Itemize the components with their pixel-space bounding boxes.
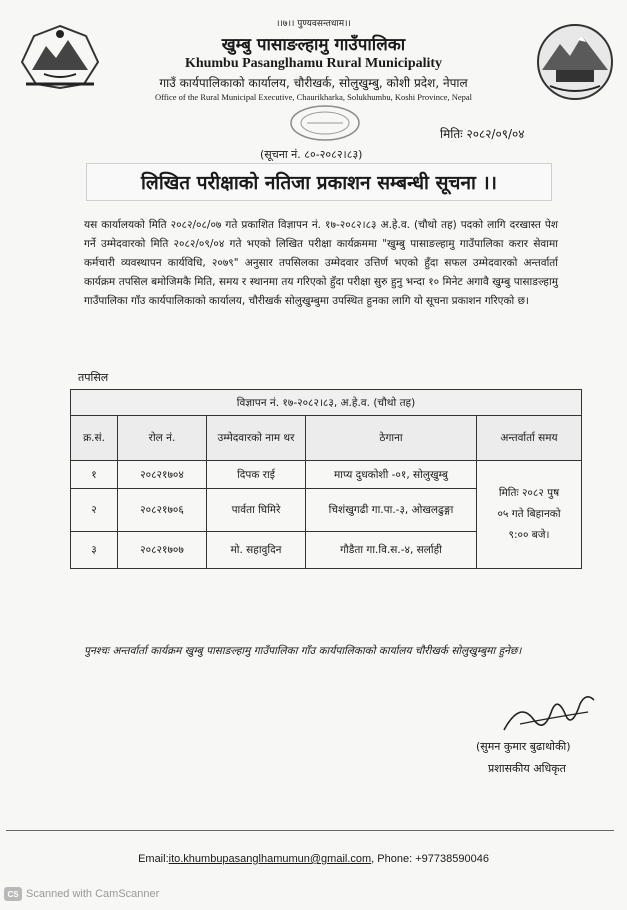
header-name: उम्मेदवारको नाम थर [207, 416, 306, 461]
cell-roll: २०८२१७०७ [118, 532, 207, 569]
notice-body: यस कार्यालयको मिति २०८२/०८/०७ गते प्रकाशित विज्ञापन नं. १७-२०८२।८३ अ.हे.व. (चौथो तह) पदको लागि दरखास्त पेश गर्ने उम्मेदवारको मिति २०८२/०९/०४ गते भएको लिखित परीक्षा कार्यक्रममा "खुम्बु पासाङल्हामु गाउँपालिका करार सेवामा कर्मचारी व्यवस्थापन कार्यविधि, २०७९" अनुसार तपसिलका उम्मेदवार उत्तिर्ण भएको हुँदा सफल उम्मेदवारको अन्तर्वार्ता कार्यक्रम तपसिल बमोजिमकै मिति, समय र स्थानमा तय गरिएको हुँदा परीक्षा सुरु हुनु भन्दा १० मिनेट अगावै खुम्बु पासाङल्हामु गाउँपालिका गाँउ कार्यपालिकाको कार्यालय, चौरीखर्क सोलुखुम्बुमा उपस्थित हुनका लागि यो सूचना प्रकाशन गरिएको छ। [84, 219, 558, 307]
camscanner-icon: CS [4, 887, 22, 901]
office-name-english: Khumbu Pasanglhamu Rural Municipality [184, 56, 443, 71]
notice-date: मितिः २०८२/०९/०४ [440, 127, 525, 141]
cell-name: मो. सहावुदिन [207, 532, 306, 569]
cell-address: माप्य दुधकोशी -०१, सोलुखुम्बु [306, 461, 477, 489]
cell-roll: २०८२१७०४ [118, 461, 207, 489]
signature [500, 690, 600, 736]
cell-interview-time: मितिः २०८२ पुष ०५ गते बिहानको ९:०० बजे। [477, 461, 582, 569]
notice-reference: (सूचना नं. ८०-२०८२।८३) [260, 148, 363, 161]
header-address: ठेगाना [306, 416, 477, 461]
phone-label: , Phone: [371, 853, 416, 865]
signatory-name: (सुमन कुमार बुढाथोकी) [476, 740, 571, 753]
address-nepali: गाउँ कार्यपालिकाको कार्यालय, चौरीखर्क, सोलुखुम्बु, कोशी प्रदेश, नेपाल [159, 76, 468, 90]
cell-name: दिपक राई [207, 461, 306, 489]
office-stamp [285, 103, 365, 143]
header-roll: रोल नं. [118, 416, 207, 461]
address-english: Office of the Rural Municipal Executive, Chaurikharka, Solukhumbu, Koshi Province, Nepal [154, 92, 473, 102]
signatory-title: प्रशासकीय अधिकृत [488, 762, 566, 775]
cell-name: पार्वता घिमिरे [207, 489, 306, 532]
cell-sn: १ [71, 461, 118, 489]
email-link[interactable]: ito.khumbupasanglhamumun@gmail.com [168, 853, 372, 865]
cell-address: चिशंखुगढी गा.पा.-३, ओखलढुङ्गा [306, 489, 477, 532]
contact-line [0, 853, 627, 865]
schedule-label: तपसिल [78, 371, 109, 384]
scanner-watermark [4, 887, 159, 901]
results-table [70, 389, 582, 569]
header-interview-time: अन्तर्वार्ता समय [477, 416, 582, 461]
cell-sn: ३ [71, 532, 118, 569]
footer-divider [6, 830, 614, 831]
notice-title: लिखित परीक्षाको नतिजा प्रकाशन सम्बन्धी सूचना ।। [86, 163, 552, 201]
cell-roll: २०८२१७०६ [118, 489, 207, 532]
header-sn: क्र.सं. [71, 416, 118, 461]
watermark-text: Scanned with CamScanner [26, 888, 160, 900]
motto-line: ।।७।। पुण्यवसन्तधाम।। [276, 19, 351, 29]
postscript-note: पुनश्चः अन्तर्वार्ता कार्यक्रम खुम्बु पासाङल्हामु गाउँपालिका गाँउ कार्यपालिकाको कार्यालय चौरीखर्क सोलुखुम्बुमा हुनेछ। [84, 645, 522, 657]
cell-address: गौडैता गा.वि.स.-४, सर्लाही [306, 532, 477, 569]
office-name-nepali: खुम्बु पासाङल्हामु गाउँपालिका [221, 35, 406, 55]
table-caption: विज्ञापन नं. १७-२०८२।८३, अ.हे.व. (चौथो तह) [71, 390, 582, 416]
email-label: Email: [138, 853, 169, 865]
cell-sn: २ [71, 489, 118, 532]
phone-number: +97738590046 [415, 853, 489, 865]
table-row [71, 461, 582, 489]
table-header-row [71, 416, 582, 461]
